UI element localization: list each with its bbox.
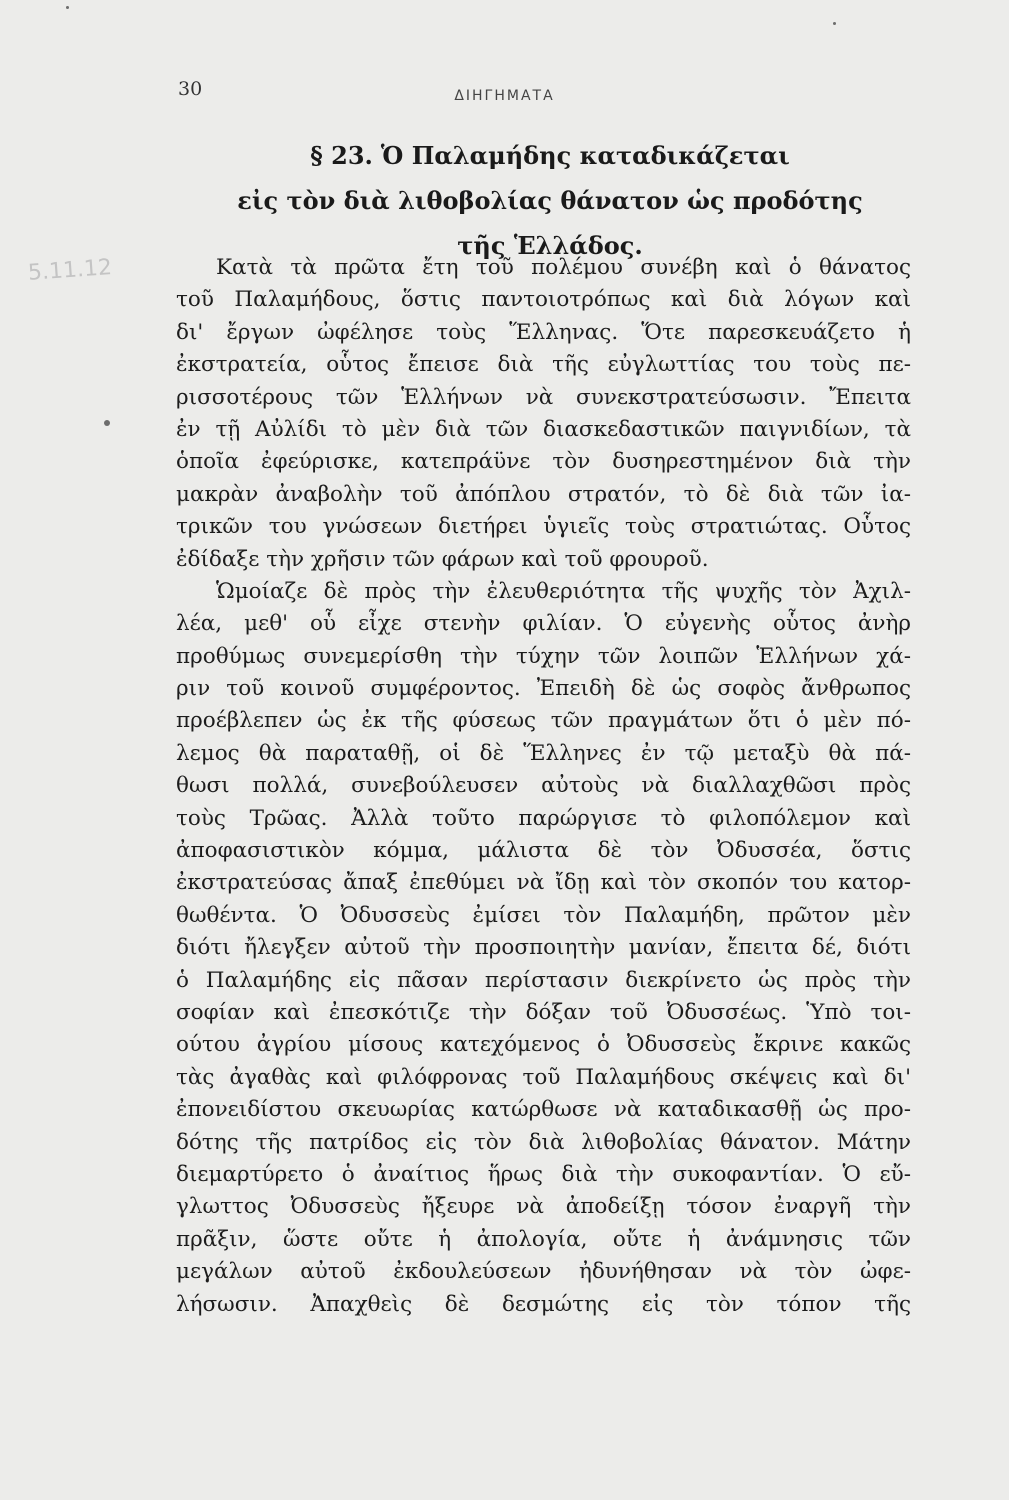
text-line: μεγάλων αὐτοῦ ἐκδουλεύσεων ἠδυνήθησαν νὰ τὸν ὠφε- [176,1259,911,1285]
text-line: τρικῶν του γνώσεων διετήρει ὑγιεῖς τοὺς στρατιώτας. Οὗτος [176,514,911,540]
text-line: διεμαρτύρετο ὁ ἀναίτιος ἥρως διὰ τὴν συκοφαντίαν. Ὁ εὔ- [176,1161,911,1187]
text-line: σοφίαν καὶ ἐπεσκότιζε τὴν δόξαν τοῦ Ὀδυσσέως. Ὑπὸ τοι- [176,999,911,1025]
text-line: λήσωσιν. Ἀπαχθεὶς δὲ δεσμώτης εἰς τὸν τόπον τῆς [176,1291,911,1317]
text-line: τὰς ἀγαθὰς καὶ φιλόφρονας τοῦ Παλαμήδους σκέψεις καὶ δι' [176,1064,911,1090]
section-mark: § 23. [310,141,373,170]
section-heading-line-3: τῆς Ἑλλάδος. [457,231,643,260]
margin-note-pencil: 5.11.12 [27,255,113,286]
text-line: Ὡμοίαζε δὲ πρὸς τὴν ἐλευθεριότητα τῆς ψυχῆς τὸν Ἀχιλ- [216,578,911,604]
page-number: 30 [178,78,203,100]
section-heading [190,133,910,268]
text-line: τοὺς Τρῶας. Ἀλλὰ τοῦτο παρώργισε τὸ φιλοπόλεμον καὶ [176,805,911,831]
text-line: θωθέντα. Ὁ Ὀδυσσεὺς ἐμίσει τὸν Παλαμήδη, πρῶτον μὲν [176,902,911,928]
text-line: μακρὰν ἀναβολὴν τοῦ ἀπόπλου στρατόν, τὸ δὲ διὰ τῶν ἰα- [176,481,911,507]
text-line: ρισσοτέρους τῶν Ἑλλήνων νὰ συνεκστρατεύσωσιν. Ἔπειτα [176,384,911,410]
text-line: δι' ἔργων ὠφέλησε τοὺς Ἕλληνας. Ὅτε παρεσκευάζετο ἡ [176,319,911,345]
text-line: Κατὰ τὰ πρῶτα ἔτη τοῦ πολέμου συνέβη καὶ ὁ θάνατος [216,255,911,280]
text-line: θωσι πολλά, συνεβούλευσεν αὐτοὺς νὰ διαλλαχθῶσι πρὸς [176,773,911,799]
body-text [176,252,911,1321]
text-line: τοῦ Παλαμήδους, ὅστις παντοιοτρόπως καὶ διὰ λόγων καὶ [176,287,911,313]
text-line: ἐν τῇ Αὐλίδι τὸ μὲν διὰ τῶν διασκεδαστικῶν παιγνιδίων, τὰ [176,416,911,442]
section-heading-line-1 [190,133,910,178]
text-line: προέβλεπεν ὡς ἐκ τῆς φύσεως τῶν πραγμάτων ὅτι ὁ μὲν πό- [176,708,911,734]
text-line: ἐπονειδίστου σκευωρίας κατώρθωσε νὰ καταδικασθῇ ὡς προ- [176,1097,911,1123]
text-line: λεμος θὰ παραταθῇ, οἱ δὲ Ἕλληνες ἐν τῷ μεταξὺ θὰ πά- [176,740,911,766]
text-line: ὁ Παλαμήδης εἰς πᾶσαν περίστασιν διεκρίνετο ὡς πρὸς τὴν [176,967,911,993]
section-heading-line-2: εἰς τὸν διὰ λιθοβολίας θάνατον ὡς προδότης [237,186,863,215]
text-line: γλωττος Ὀδυσσεὺς ἤξευρε νὰ ἀποδείξῃ τόσον ἐναργῆ τὴν [176,1194,911,1220]
ink-speck [66,6,69,9]
ink-speck [833,22,836,25]
text-line: λέα, μεθ' οὗ εἶχε στενὴν φιλίαν. Ὁ εὐγενὴς οὗτος ἀνὴρ [176,611,911,637]
text-line: ἐκστρατεία, οὗτος ἔπεισε διὰ τῆς εὐγλωττίας του τοὺς πε- [176,352,911,378]
section-title-part-1: Ὁ Παλαμήδης καταδικάζεται [380,141,790,170]
text-line: ἐδίδαξε τὴν χρῆσιν τῶν φάρων καὶ τοῦ φρουροῦ. [176,546,709,572]
text-line: ριν τοῦ κοινοῦ συμφέροντος. Ἐπειδὴ δὲ ὡς σοφὸς ἄνθρωπος [176,676,911,702]
text-line: ούτου ἀγρίου μίσους κατεχόμενος ὁ Ὀδυσσεὺς ἔκρινε κακῶς [176,1032,911,1058]
text-line: πρᾶξιν, ὥστε οὔτε ἡ ἀπολογία, οὔτε ἡ ἀνάμνησις τῶν [176,1226,911,1252]
running-head: ΔΙΗΓΗΜΑΤΑ [454,88,555,104]
text-line: ὁποῖα ἐφεύρισκε, κατεπράϋνε τὸν δυσηρεστημένον διὰ τὴν [176,449,911,475]
text-line: ἐκστρατεύσας ἄπαξ ἐπεθύμει νὰ ἴδῃ καὶ τὸν σκοπόν του κατορ- [176,870,911,896]
text-line: δότης τῆς πατρίδος εἰς τὸν διὰ λιθοβολίας θάνατον. Μάτην [176,1129,911,1155]
text-line: διότι ἤλεγξεν αὐτοῦ τὴν προσποιητὴν μανίαν, ἔπειτα δέ, διότι [176,935,911,961]
text-line: προθύμως συνεμερίσθη τὴν τύχην τῶν λοιπῶν Ἑλλήνων χά- [176,643,911,669]
ink-speck [104,420,110,426]
text-line: ἀποφασιστικὸν κόμμα, μάλιστα δὲ τὸν Ὀδυσσέα, ὅστις [176,838,911,864]
